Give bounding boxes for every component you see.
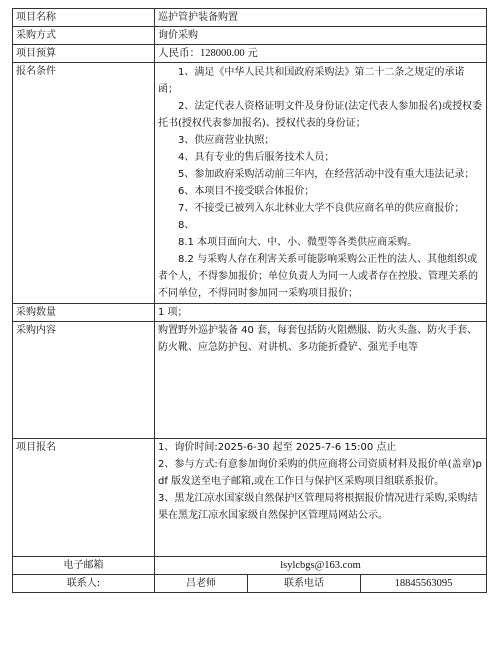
project-name-value: 巡护管护装备购置 (155, 9, 487, 27)
row-contact (13, 575, 487, 593)
conditions-cell (155, 63, 487, 304)
procurement-document (12, 8, 486, 593)
procurement-table (12, 8, 487, 593)
qty-label: 采购数量 (13, 304, 155, 322)
condition-item: 8.2 与采购人存在利害关系可能影响采购公正性的法人、其他组织或者个人，不得参加报价；单位负责人为同一人或者存在控股、管理关系的不同单位，不得同时参加同一采购项目报价； (158, 254, 478, 299)
row-content (13, 322, 487, 439)
row-email (13, 557, 487, 575)
signup-item: 3、黑龙江凉水国家级自然保护区管理局将根据报价情况进行采购,采购结果在黑龙江凉水国家级自然保护区管理局网站公示。 (158, 493, 478, 521)
signup-label: 项目报名 (13, 439, 155, 557)
condition-item: 8、 (178, 220, 195, 231)
row-conditions (13, 63, 487, 304)
condition-item: 6、本项目不接受联合体报价； (178, 186, 315, 197)
phone-value: 18845563095 (361, 575, 487, 593)
condition-item: 2、法定代表人资格证明文件及身份证(法定代表人参加报名)或授权委托书(授权代表参加报名)、授权代表的身份证； (158, 101, 483, 129)
signup-cell (155, 439, 487, 557)
condition-item: 3、供应商营业执照； (178, 135, 275, 146)
content-label: 采购内容 (13, 322, 155, 439)
phone-label: 联系电话 (248, 575, 361, 593)
email-value[interactable]: lsylcbgs@163.com (155, 557, 487, 575)
method-value: 询价采购 (155, 27, 487, 45)
project-name-label: 项目名称 (13, 9, 155, 27)
row-quantity (13, 304, 487, 322)
content-value: 购置野外巡护装备 40 套，每套包括防火阻燃服、防火头盔、防火手套、防火靴、应急防护包、对讲机、多功能折叠铲、强光手电等 (155, 322, 487, 439)
budget-value: 人民币：128000.00 元 (155, 45, 487, 63)
condition-item: 7、不接受已被列入东北林业大学不良供应商名单的供应商报价； (178, 203, 465, 214)
condition-item: 8.1 本项目面向大、中、小、微型等各类供应商采购。 (178, 237, 418, 248)
signup-item: 2、参与方式:有意参加询价采购的供应商将公司资质材料及报价单(盖章)pdf 版发送至电子邮箱,或在工作日与保护区采购项目组联系报价。 (158, 459, 482, 487)
row-budget (13, 45, 487, 63)
contact-value: 吕老师 (155, 575, 248, 593)
contact-label: 联系人: (13, 575, 155, 593)
conditions-label: 报名条件 (13, 63, 155, 304)
condition-item: 1、满足《中华人民共和国政府采购法》第二十二条之规定的承诺函； (158, 67, 465, 95)
method-label: 采购方式 (13, 27, 155, 45)
row-project-name (13, 9, 487, 27)
qty-value: 1 项； (155, 304, 487, 322)
row-signup (13, 439, 487, 557)
row-method (13, 27, 487, 45)
signup-item: 1、询价时间:2025-6-30 起至 2025-7-6 15:00 点止 (158, 442, 397, 453)
condition-item: 5、参加政府采购活动前三年内，在经营活动中没有重大违法记录； (178, 169, 475, 180)
email-label: 电子邮箱 (13, 557, 155, 575)
budget-label: 项目预算 (13, 45, 155, 63)
condition-item: 4、具有专业的售后服务技术人员； (178, 152, 335, 163)
